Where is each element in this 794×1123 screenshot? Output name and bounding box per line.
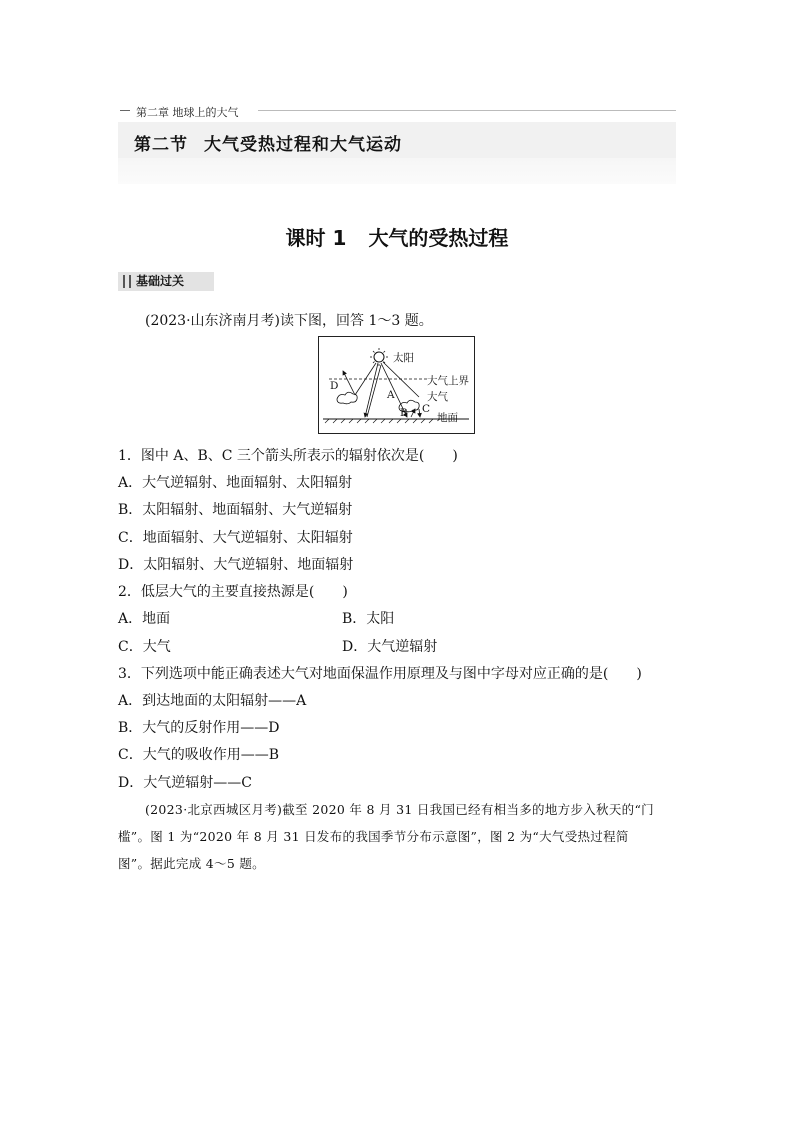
q3-option-c: C．大气的吸收作用——B	[118, 747, 279, 763]
intro-text-2-line-3: 图”。据此完成 4～5 题。	[118, 856, 265, 871]
section-label: 第二节	[134, 135, 188, 155]
q2-stem: 2．低层大气的主要直接热源是( )	[118, 584, 348, 600]
badge-label: 基础过关	[136, 274, 185, 288]
label-upper-boundary: 大气上界	[427, 375, 469, 387]
q1-option-d: D．太阳辐射、大气逆辐射、地面辐射	[118, 557, 354, 573]
lesson-name: 大气的受热过程	[368, 226, 509, 250]
q3-option-d: D．大气逆辐射——C	[118, 775, 252, 791]
section-badge	[118, 272, 214, 291]
q3-option-a: A．到达地面的太阳辐射——A	[118, 693, 307, 709]
q3-option-b: B．大气的反射作用——D	[118, 720, 280, 736]
atmosphere-heating-figure	[318, 336, 475, 434]
q2-option-d: D．大气逆辐射	[342, 639, 438, 655]
q2-option-a: A．地面	[118, 611, 171, 627]
label-sun: 太阳	[393, 352, 414, 364]
q1-stem: 1．图中 A、B、C 三个箭头所表示的辐射依次是( )	[118, 448, 458, 464]
label-atmosphere: 大气	[427, 391, 448, 403]
arrow-d	[343, 371, 355, 395]
chapter-rule	[258, 110, 676, 111]
chapter-dash	[120, 110, 130, 111]
label-a: A	[387, 389, 395, 401]
q2-option-c: C．大气	[118, 639, 171, 655]
lesson-title	[0, 222, 794, 251]
sun-icon	[374, 352, 384, 362]
chapter-header	[118, 104, 676, 118]
intro-text-1: (2023·山东济南月考)读下图，回答 1～3 题。	[145, 313, 433, 329]
label-c: C	[422, 403, 431, 415]
label-d: D	[330, 380, 339, 392]
badge-bars-icon	[123, 275, 131, 288]
intro-text-2-line-1: (2023·北京西城区月考)截至 2020 年 8 月 31 日我国已经有相当多的地方步入秋天的“门	[145, 802, 654, 817]
arrow-c	[419, 409, 420, 417]
ray-to-ground-left	[365, 363, 378, 417]
chapter-title: 第二章 地球上的大气	[136, 106, 239, 119]
label-b: B	[400, 407, 408, 419]
intro-text-2-line-2: 槛”。图 1 为“2020 年 8 月 31 日发布的我国季节分布示意图”，图 2 为“大气受热过程简	[118, 829, 629, 844]
q2-option-b: B．太阳	[342, 611, 395, 627]
reflect-ray-in	[355, 363, 376, 395]
sun-rays-icon	[370, 348, 388, 366]
ground-hatch	[325, 419, 433, 423]
lesson-label: 课时 1	[285, 226, 347, 250]
section-name: 大气受热过程和大气运动	[204, 135, 402, 155]
label-ground: 地面	[437, 412, 458, 424]
q1-option-a: A．大气逆辐射、地面辐射、太阳辐射	[118, 475, 353, 491]
q1-option-b: B．太阳辐射、地面辐射、大气逆辐射	[118, 502, 353, 518]
section-title	[134, 130, 402, 155]
q1-option-c: C．地面辐射、大气逆辐射、太阳辐射	[118, 530, 353, 546]
q3-stem: 3．下列选项中能正确表述大气对地面保温作用原理及与图中字母对应正确的是( )	[118, 666, 642, 682]
